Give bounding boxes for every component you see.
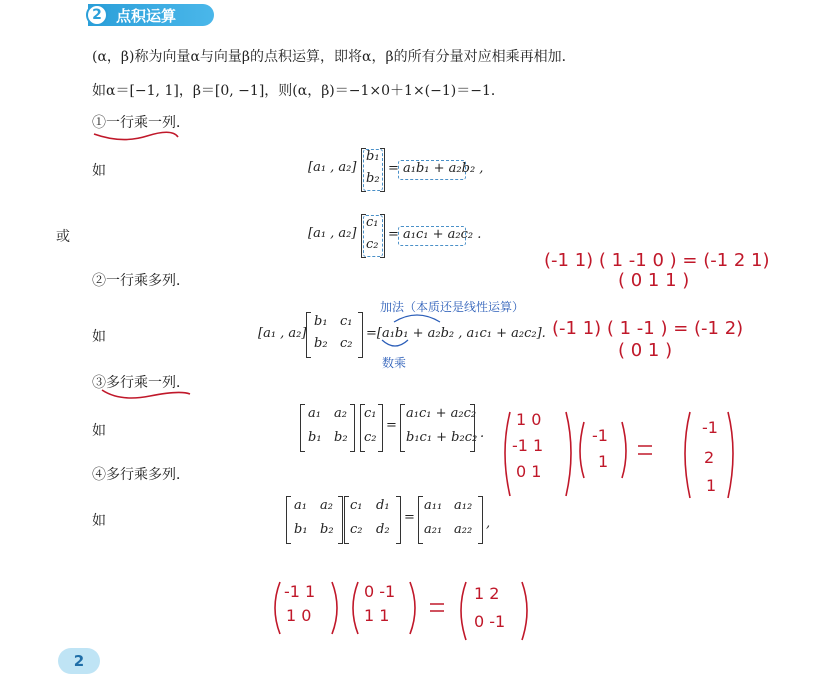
hw3-vec2: 1 (598, 452, 609, 471)
hw3-res2: 2 (704, 448, 715, 467)
formula-3-row: [a₁ , a₂] (258, 326, 307, 341)
ru-label-3: 如 (92, 423, 106, 439)
handwritten-eq-1: (-1 1) ( 1 -1 0 ) = (-1 2 1) (544, 250, 770, 271)
formula-5-a12: a₂ (320, 498, 333, 513)
hw4-res-row1: 1 2 (474, 584, 500, 603)
bracket (306, 312, 311, 358)
handwritten-eq-1b: ( 0 1 1 ) (618, 270, 690, 291)
bracket (400, 404, 405, 452)
formula-5-a21: b₁ (294, 522, 308, 537)
huo-label: 或 (56, 229, 70, 245)
equals: = (386, 418, 397, 433)
formula-3-m22: c₂ (340, 336, 353, 351)
handwritten-eq-2: (-1 1) ( 1 -1 ) = (-1 2) (552, 318, 744, 339)
bracket (378, 404, 383, 452)
section-header (88, 4, 214, 26)
formula-5-end: , (486, 516, 491, 531)
annotation-scalar: 数乘 (382, 356, 407, 370)
bracket (418, 496, 423, 544)
blue-arrow-bottom (380, 338, 410, 352)
formula-4-m21: b₁ (308, 430, 322, 445)
formula-4-rhs-2: b₁c₁ + b₂c₂ (406, 430, 478, 445)
red-underline-3 (100, 386, 192, 402)
ru-label-2: 如 (92, 329, 106, 345)
blue-arrow-top (392, 310, 442, 324)
formula-1-rhs: = a₁b₁ + a₂b₂ , (388, 161, 484, 176)
formula-4-end: . (480, 426, 485, 441)
hw4-m1-row2: 1 0 (286, 606, 312, 625)
formula-5-b22: d₂ (376, 522, 390, 537)
formula-4-m12: a₂ (334, 406, 347, 421)
formula-4-m22: b₂ (334, 430, 348, 445)
definition-text: (α，β)称为向量α与向量β的点积运算，即将α，β的所有分量对应相乘再相加． (92, 49, 576, 65)
formula-5-r21: a₂₁ (424, 522, 443, 537)
formula-4-col-top: c₁ (364, 406, 377, 421)
bracket (478, 496, 483, 544)
hw3-res1: -1 (702, 418, 718, 437)
formula-1-col-top: b₁ (366, 149, 380, 164)
annotation-addition: 加法（本质还是线性运算） (380, 300, 525, 314)
formula-3-m12: c₁ (340, 314, 353, 329)
formula-5-b11: c₁ (350, 498, 363, 513)
formula-5-a11: a₁ (294, 498, 307, 513)
hw4-m1-row1: -1 1 (284, 582, 316, 601)
hw3-row3: 0 1 (516, 462, 542, 481)
bracket (350, 404, 355, 452)
formula-5-r11: a₁₁ (424, 498, 443, 513)
handwritten-eq-2b: ( 0 1 ) (618, 340, 673, 361)
formula-4-col-bot: c₂ (364, 430, 377, 445)
formula-2-row: [a₁ , a₂] (308, 226, 357, 241)
page-number: 2 (58, 648, 100, 674)
hw4-m2-row2: 1 1 (364, 606, 390, 625)
bracket (358, 312, 363, 358)
formula-5-r22: a₂₂ (454, 522, 473, 537)
hw3-vec1: -1 (592, 426, 608, 445)
hw4-res-row2: 0 -1 (474, 612, 506, 631)
hw3-row2: -1 1 (512, 436, 544, 455)
formula-5-r12: a₁₂ (454, 498, 473, 513)
item-1-label: ①一行乘一列． (92, 115, 190, 131)
formula-3-rhs: =[a₁b₁ + a₂b₂ , a₁c₁ + a₂c₂]. (366, 326, 546, 341)
section-title: 点积运算 (116, 7, 177, 25)
item-2-label: ②一行乘多列． (92, 273, 190, 289)
bracket (286, 496, 291, 544)
section-number: 2 (86, 4, 108, 26)
bracket (344, 496, 349, 544)
formula-4-m11: a₁ (308, 406, 321, 421)
formula-4-rhs-1: a₁c₁ + a₂c₂ (406, 406, 477, 421)
example-line: 如α＝[−1, 1]，β＝[0, −1]，则(α，β)＝−1×0＋1×(−1)＝−1． (92, 83, 505, 99)
formula-5-a22: b₂ (320, 522, 334, 537)
formula-1-col-bot: b₂ (366, 171, 380, 186)
hw3-res3: 1 (706, 476, 717, 495)
item-4-label: ④多行乘多列． (92, 467, 190, 483)
formula-1-row: [a₁ , a₂] (308, 160, 357, 175)
formula-5-b12: d₁ (376, 498, 390, 513)
item-3-label: ③多行乘一列． (92, 375, 190, 391)
hw3-row1: 1 0 (516, 410, 542, 429)
formula-3-m21: b₂ (314, 336, 328, 351)
bracket (300, 404, 305, 452)
formula-2-col-bot: c₂ (366, 237, 379, 252)
bracket (396, 496, 401, 544)
formula-2-col-top: c₁ (366, 215, 379, 230)
formula-3-m11: b₁ (314, 314, 328, 329)
formula-5-b21: c₂ (350, 522, 363, 537)
equals: = (404, 510, 415, 525)
hw4-m2-row1: 0 -1 (364, 582, 396, 601)
ru-label-4: 如 (92, 513, 106, 529)
red-underline-1 (92, 128, 182, 144)
formula-2-rhs: = a₁c₁ + a₂c₂ . (388, 227, 482, 242)
ru-label-1: 如 (92, 163, 106, 179)
bracket (338, 496, 343, 544)
